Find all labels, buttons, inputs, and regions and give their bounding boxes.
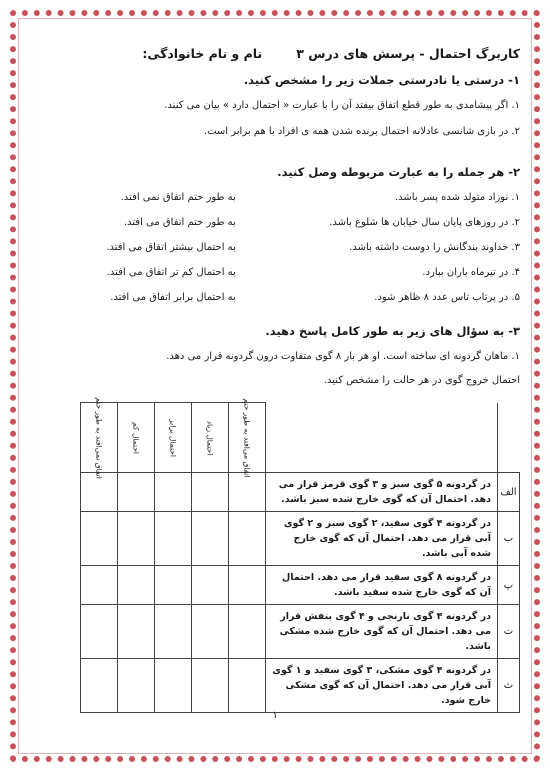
matching-option: به احتمال کم تر اتفاق می افتد.: [106, 267, 236, 278]
answer-cell[interactable]: [155, 473, 192, 512]
page-number: ۱: [272, 710, 278, 721]
row-letter: ب: [498, 512, 520, 566]
matching-statement: ۳. خداوند بندگانش را دوست داشته باشد.: [349, 242, 520, 253]
table-row: [81, 605, 520, 659]
table-row: [81, 512, 520, 566]
answer-cell[interactable]: [118, 473, 155, 512]
matching-row: [30, 185, 520, 210]
answer-cell[interactable]: [229, 512, 266, 566]
matching-option: به احتمال بیشتر اتفاق می افتد.: [106, 242, 236, 253]
matching-statement: ۱. نوزاد متولد شده پسر باشد.: [394, 192, 520, 203]
answer-cell[interactable]: [81, 566, 118, 605]
answer-cell[interactable]: [229, 659, 266, 713]
matching-row: [30, 210, 520, 235]
name-field-label[interactable]: نام و نام خانوادگی:: [142, 46, 263, 61]
row-question: در گردونه ۴ گوی سفید، ۲ گوی سبز و ۲ گوی آبی قرار می دهد. احتمال آن که گوی خارج شده آبی باشد.: [266, 512, 498, 566]
answer-cell[interactable]: [192, 566, 229, 605]
table-row: [81, 659, 520, 713]
probability-grid: [80, 396, 520, 713]
column-header: احتمال زیاد: [192, 403, 229, 473]
grid-corner: [266, 403, 498, 473]
matching-option: به احتمال برابر اتفاق می افتد.: [110, 292, 236, 303]
worksheet-page: [30, 40, 520, 730]
answer-cell[interactable]: [118, 512, 155, 566]
column-header: اتفاق نمی‌افتد به طور حتم: [81, 403, 118, 473]
answer-cell[interactable]: [192, 659, 229, 713]
matching-option: به طور حتم اتفاق نمی افتد.: [120, 192, 236, 203]
row-question: در گردونه ۵ گوی سبز و ۳ گوی قرمز قرار می دهد. احتمال آن که گوی خارج شده سبز باشد.: [266, 473, 498, 512]
row-question: در گردونه ۴ گوی نارنجی و ۴ گوی بنفش قرار می دهد. احتمال آن که گوی خارج شده مشکی باشد.: [266, 605, 498, 659]
row-question: در گردونه ۸ گوی سفید قرار می دهد. احتمال آن که گوی خارج شده سفید باشد.: [266, 566, 498, 605]
matching-statement: ۴. در تیرماه باران ببارد.: [422, 267, 520, 278]
answer-cell[interactable]: [118, 566, 155, 605]
answer-cell[interactable]: [192, 473, 229, 512]
row-question: در گردونه ۴ گوی مشکی، ۳ گوی سفید و ۱ گوی آبی قرار می دهد. احتمال آن که گوی مشکی خارج شود.: [266, 659, 498, 713]
matching-statement: ۵. در پرتاب تاس عدد ۸ ظاهر شود.: [374, 292, 520, 303]
answer-cell[interactable]: [81, 605, 118, 659]
section1-item-1: ۱. اگر پیشامدی به طور قطع اتفاق بیفتد آن را با عبارت « احتمال دارد » بیان می کنند.: [164, 100, 520, 111]
matching-row: [30, 260, 520, 285]
grid-header-row: [81, 403, 520, 473]
answer-cell[interactable]: [192, 512, 229, 566]
table-row: [81, 473, 520, 512]
matching-table: [30, 185, 520, 310]
section2-title: ۲- هر جمله را به عبارت مربوطه وصل کنید.: [277, 165, 520, 179]
answer-cell[interactable]: [155, 512, 192, 566]
section3-question-1: ۱. ماهان گردونه ای ساخته است. او هر بار ۸ گوی متفاوت درون گردونه قرار می دهد.: [166, 351, 520, 362]
answer-cell[interactable]: [192, 605, 229, 659]
answer-cell[interactable]: [81, 512, 118, 566]
table-row: [81, 566, 520, 605]
matching-row: [30, 285, 520, 310]
column-header: اتفاق می‌افتد به طور حتم: [229, 403, 266, 473]
row-letter: پ: [498, 566, 520, 605]
section3-question-1-cont: احتمال خروج گوی در هر حالت را مشخص کنید.: [323, 375, 520, 386]
answer-cell[interactable]: [155, 605, 192, 659]
section1-item-2: ۲. در بازی شانسی عادلانه احتمال برنده شدن همه ی افراد با هم برابر است.: [203, 126, 520, 137]
answer-cell[interactable]: [118, 659, 155, 713]
header: [30, 46, 520, 61]
answer-cell[interactable]: [155, 566, 192, 605]
column-header: احتمال برابر: [155, 403, 192, 473]
grid-corner: [498, 403, 520, 473]
answer-cell[interactable]: [118, 605, 155, 659]
answer-cell[interactable]: [229, 473, 266, 512]
column-header: احتمال کم: [118, 403, 155, 473]
worksheet-title: کاربرگ احتمال - پرسش های درس ۳: [296, 46, 520, 61]
answer-cell[interactable]: [155, 659, 192, 713]
probability-grid-wrapper: [30, 396, 520, 713]
row-letter: ت: [498, 605, 520, 659]
answer-cell[interactable]: [229, 605, 266, 659]
section3-title: ۳- به سؤال های زیر به طور کامل پاسخ دهید.: [265, 324, 520, 338]
answer-cell[interactable]: [81, 659, 118, 713]
answer-cell[interactable]: [229, 566, 266, 605]
matching-row: [30, 235, 520, 260]
matching-statement: ۲. در روزهای پایان سال خیابان ها شلوغ باشد.: [329, 217, 520, 228]
section1-title: ۱- درستی یا نادرستی جملات زیر را مشخص کنید.: [243, 73, 520, 87]
row-letter: ث: [498, 659, 520, 713]
row-letter: الف: [498, 473, 520, 512]
matching-option: به طور حتم اتفاق می افتد.: [123, 217, 236, 228]
